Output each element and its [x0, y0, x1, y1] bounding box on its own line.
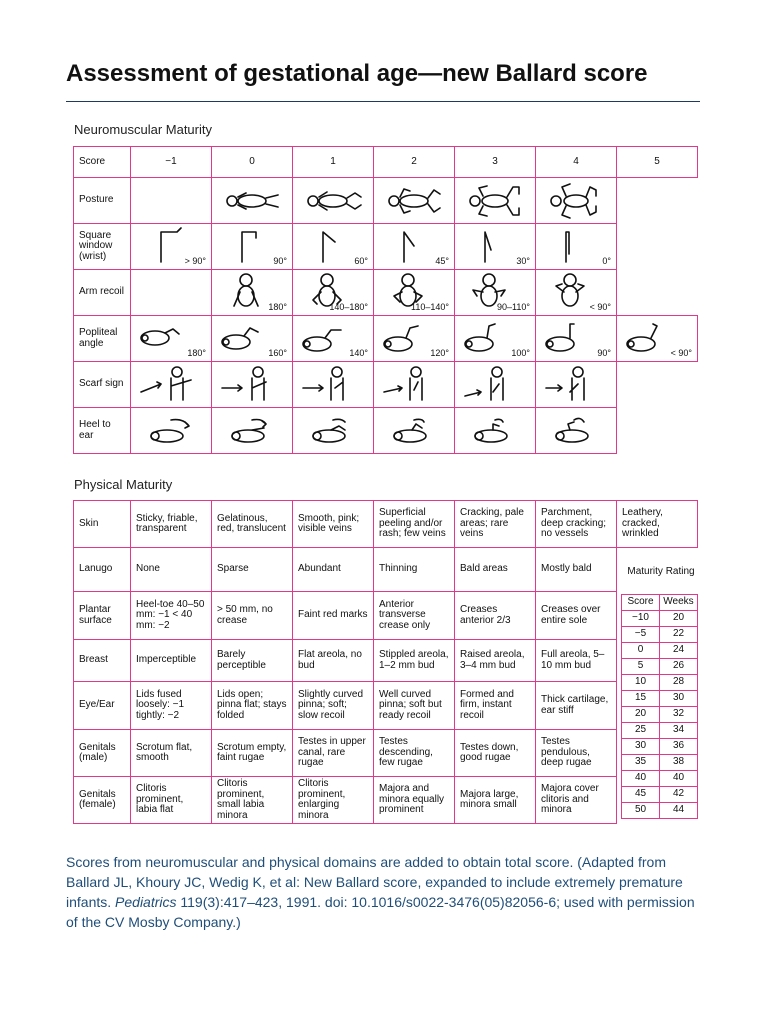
table-cell: Lids open; pinna flat; stays folded — [212, 682, 293, 730]
empty-cell — [617, 362, 698, 408]
angle-label: 90° — [273, 255, 287, 266]
neuromuscular-section-title: Neuromuscular Maturity — [74, 122, 212, 137]
table-cell: Formed and firm, instant recoil — [455, 682, 536, 730]
caption-journal: Pediatrics — [115, 894, 177, 910]
heel-to-ear-cell — [536, 408, 617, 454]
score-cell: 50 — [622, 803, 660, 819]
arm-recoil-cell — [455, 270, 536, 316]
score-cell: 40 — [622, 771, 660, 787]
page-title: Assessment of gestational age—new Ballard score — [66, 60, 648, 87]
table-row — [74, 501, 698, 548]
table-cell: Majora cover clitoris and minora — [536, 777, 617, 824]
popliteal-cell — [455, 316, 536, 362]
popliteal-cell — [293, 316, 374, 362]
arm-recoil-cell — [536, 270, 617, 316]
table-cell: Stippled areola, 1–2 mm bud — [374, 640, 455, 682]
table-row — [622, 675, 698, 691]
square-window-cell — [131, 224, 212, 270]
table-cell: Gelatinous, red, translucent — [212, 501, 293, 548]
table-cell: Well curved pinna; soft but ready recoil — [374, 682, 455, 730]
angle-label: 45° — [435, 255, 449, 266]
score-cell: 45 — [622, 787, 660, 803]
posture-figure-icon — [374, 178, 455, 224]
table-row — [74, 592, 698, 640]
square-window-cell — [374, 224, 455, 270]
heel-to-ear-figure-icon — [293, 408, 374, 454]
posture-figure-icon — [455, 178, 536, 224]
table-cell: Clitoris prominent, small labia minora — [212, 777, 293, 824]
physical-maturity-table — [73, 500, 698, 824]
score-header: 3 — [455, 147, 536, 178]
heel-to-ear-cell — [212, 408, 293, 454]
heel-to-ear-cell — [293, 408, 374, 454]
title-divider — [66, 101, 700, 102]
column-header-weeks: Weeks — [660, 595, 698, 611]
scarf-sign-figure-icon — [536, 362, 617, 408]
scarf-sign-cell — [455, 362, 536, 408]
heel-to-ear-cell — [374, 408, 455, 454]
weeks-cell: 38 — [660, 755, 698, 771]
row-label-arm-recoil: Arm recoil — [74, 270, 131, 316]
table-cell: > 50 mm, no crease — [212, 592, 293, 640]
posture-cell — [212, 178, 293, 224]
posture-cell — [455, 178, 536, 224]
table-row — [622, 691, 698, 707]
score-header: 2 — [374, 147, 455, 178]
weeks-cell: 34 — [660, 723, 698, 739]
table-row — [622, 643, 698, 659]
row-label-scarf-sign: Scarf sign — [74, 362, 131, 408]
table-cell: Clitoris prominent, enlarging minora — [293, 777, 374, 824]
angle-label: 90–110° — [497, 301, 530, 312]
heel-to-ear-figure-icon — [212, 408, 293, 454]
table-row — [622, 739, 698, 755]
scarf-sign-cell — [374, 362, 455, 408]
table-row — [74, 730, 698, 777]
table-cell: Anterior transverse crease only — [374, 592, 455, 640]
table-row — [622, 787, 698, 803]
score-cell: 5 — [622, 659, 660, 675]
table-header-row — [74, 147, 698, 178]
arm-recoil-cell — [293, 270, 374, 316]
empty-cell — [617, 408, 698, 454]
scarf-sign-cell — [536, 362, 617, 408]
square-window-cell — [536, 224, 617, 270]
table-row — [622, 659, 698, 675]
table-header-row — [622, 595, 698, 611]
angle-label: 120° — [430, 347, 449, 358]
table-row — [622, 771, 698, 787]
row-label-genitals-female: Genitals (female) — [74, 777, 131, 824]
weeks-cell: 40 — [660, 771, 698, 787]
arm-recoil-cell — [212, 270, 293, 316]
table-cell: Majora large, minora small — [455, 777, 536, 824]
angle-label: < 90° — [670, 347, 692, 358]
weeks-cell: 32 — [660, 707, 698, 723]
table-cell: Leathery, cracked, wrinkled — [617, 501, 698, 548]
angle-label: < 90° — [589, 301, 611, 312]
posture-figure-icon — [536, 178, 617, 224]
heel-to-ear-cell — [455, 408, 536, 454]
score-cell: 15 — [622, 691, 660, 707]
weeks-cell: 36 — [660, 739, 698, 755]
table-cell: Lids fused loosely: −1 tightly: −2 — [131, 682, 212, 730]
physical-section-title: Physical Maturity — [74, 477, 173, 492]
table-cell: Abundant — [293, 548, 374, 592]
square-window-cell — [293, 224, 374, 270]
weeks-cell: 44 — [660, 803, 698, 819]
row-label-eye-ear: Eye/Ear — [74, 682, 131, 730]
table-cell: Thick cartilage, ear stiff — [536, 682, 617, 730]
table-row — [74, 682, 698, 730]
square-window-cell — [455, 224, 536, 270]
arm-recoil-cell — [374, 270, 455, 316]
scarf-sign-cell — [212, 362, 293, 408]
table-row — [622, 723, 698, 739]
neuromuscular-maturity-table — [73, 146, 698, 454]
table-cell: Slightly curved pinna; soft; slow recoil — [293, 682, 374, 730]
caption-text: Scores from neuromuscular and physical domains are added to obtain total score. (Adapted from Ballard JL, Khoury JC, Wedig K, et al: New Ballard score, expanded to include extremely premature infants. — [66, 854, 683, 910]
table-cell: Mostly bald — [536, 548, 617, 592]
table-row — [622, 707, 698, 723]
table-cell: Raised areola, 3–4 mm bud — [455, 640, 536, 682]
square-window-cell — [212, 224, 293, 270]
table-row — [74, 316, 698, 362]
popliteal-cell — [131, 316, 212, 362]
maturity-rating-heading: Maturity Rating — [627, 566, 695, 577]
score-header: 4 — [536, 147, 617, 178]
angle-label: 160° — [268, 347, 287, 358]
table-row — [622, 803, 698, 819]
row-label-lanugo: Lanugo — [74, 548, 131, 592]
score-cell: −5 — [622, 627, 660, 643]
heel-to-ear-cell — [131, 408, 212, 454]
table-cell: Majora and minora equally prominent — [374, 777, 455, 824]
table-cell: Imperceptible — [131, 640, 212, 682]
score-cell: 35 — [622, 755, 660, 771]
weeks-cell: 28 — [660, 675, 698, 691]
heel-to-ear-figure-icon — [131, 408, 212, 454]
table-row — [74, 777, 698, 824]
empty-cell — [617, 178, 698, 224]
table-row — [74, 362, 698, 408]
weeks-cell: 42 — [660, 787, 698, 803]
row-label-plantar-surface: Plantar surface — [74, 592, 131, 640]
angle-label: 60° — [354, 255, 368, 266]
weeks-cell: 22 — [660, 627, 698, 643]
angle-label: 140–180° — [329, 301, 368, 312]
table-cell: Sticky, friable, transparent — [131, 501, 212, 548]
table-row — [622, 627, 698, 643]
maturity-rating-table — [621, 594, 698, 819]
table-cell: Scrotum empty, faint rugae — [212, 730, 293, 777]
table-cell: Testes pendulous, deep rugae — [536, 730, 617, 777]
table-row — [622, 611, 698, 627]
score-cell: 25 — [622, 723, 660, 739]
scarf-sign-cell — [131, 362, 212, 408]
table-cell: Creases anterior 2/3 — [455, 592, 536, 640]
angle-label: 110–140° — [411, 301, 449, 312]
table-cell: Barely perceptible — [212, 640, 293, 682]
posture-figure-icon — [293, 178, 374, 224]
table-row — [74, 224, 698, 270]
angle-label: 90° — [597, 347, 611, 358]
empty-cell — [617, 270, 698, 316]
scarf-sign-figure-icon — [293, 362, 374, 408]
angle-label: 0° — [602, 255, 611, 266]
table-cell: Heel-toe 40–50 mm: −1 < 40 mm: −2 — [131, 592, 212, 640]
popliteal-cell — [374, 316, 455, 362]
posture-cell — [293, 178, 374, 224]
scarf-sign-cell — [293, 362, 374, 408]
table-cell: Faint red marks — [293, 592, 374, 640]
row-label-square-window: Square window (wrist) — [74, 224, 131, 270]
popliteal-cell — [212, 316, 293, 362]
row-label-skin: Skin — [74, 501, 131, 548]
table-cell: Superficial peeling and/or rash; few veins — [374, 501, 455, 548]
table-row — [622, 755, 698, 771]
score-cell: 10 — [622, 675, 660, 691]
scarf-sign-figure-icon — [455, 362, 536, 408]
angle-label: 100° — [511, 347, 530, 358]
posture-cell — [131, 178, 212, 224]
score-header: 1 — [293, 147, 374, 178]
score-header: −1 — [131, 147, 212, 178]
score-cell: 0 — [622, 643, 660, 659]
angle-label: 30° — [516, 255, 530, 266]
popliteal-cell — [536, 316, 617, 362]
angle-label: 180° — [268, 301, 287, 312]
weeks-cell: 20 — [660, 611, 698, 627]
posture-cell — [374, 178, 455, 224]
score-header: 5 — [617, 147, 698, 178]
score-cell: 30 — [622, 739, 660, 755]
weeks-cell: 24 — [660, 643, 698, 659]
row-label-genitals-male: Genitals (male) — [74, 730, 131, 777]
score-cell: 20 — [622, 707, 660, 723]
table-cell: Creases over entire sole — [536, 592, 617, 640]
scarf-sign-figure-icon — [131, 362, 212, 408]
row-label-popliteal-angle: Popliteal angle — [74, 316, 131, 362]
column-header-score: Score — [622, 595, 660, 611]
heel-to-ear-figure-icon — [374, 408, 455, 454]
table-cell: Bald areas — [455, 548, 536, 592]
table-cell: Cracking, pale areas; rare veins — [455, 501, 536, 548]
table-cell: Testes down, good rugae — [455, 730, 536, 777]
score-cell: −10 — [622, 611, 660, 627]
table-row — [74, 178, 698, 224]
table-cell: Flat areola, no bud — [293, 640, 374, 682]
table-cell: Scrotum flat, smooth — [131, 730, 212, 777]
row-label-posture: Posture — [74, 178, 131, 224]
caption-citation: 119(3):417–423, 1991. doi: 10.1016/s0022-3476(05)82056-6; used with permission of the CV Mosby Company.) — [66, 894, 695, 930]
scarf-sign-figure-icon — [212, 362, 293, 408]
table-cell: Testes in upper canal, rare rugae — [293, 730, 374, 777]
heel-to-ear-figure-icon — [536, 408, 617, 454]
table-cell: Parchment, deep cracking; no vessels — [536, 501, 617, 548]
table-cell: None — [131, 548, 212, 592]
popliteal-cell — [617, 316, 698, 362]
score-header: 0 — [212, 147, 293, 178]
empty-cell — [617, 224, 698, 270]
table-cell: Thinning — [374, 548, 455, 592]
scarf-sign-figure-icon — [374, 362, 455, 408]
table-row — [74, 408, 698, 454]
figure-caption — [66, 852, 706, 932]
angle-label: 180° — [187, 347, 206, 358]
posture-cell — [536, 178, 617, 224]
table-cell: Smooth, pink; visible veins — [293, 501, 374, 548]
weeks-cell: 26 — [660, 659, 698, 675]
table-cell: Clitoris prominent, labia flat — [131, 777, 212, 824]
angle-label: > 90° — [184, 255, 206, 266]
table-row — [74, 270, 698, 316]
header-score-label: Score — [74, 147, 131, 178]
table-cell: Testes descending, few rugae — [374, 730, 455, 777]
table-row — [74, 640, 698, 682]
table-cell: Full areola, 5–10 mm bud — [536, 640, 617, 682]
heel-to-ear-figure-icon — [455, 408, 536, 454]
row-label-heel-to-ear: Heel to ear — [74, 408, 131, 454]
table-cell: Sparse — [212, 548, 293, 592]
arm-recoil-cell — [131, 270, 212, 316]
angle-label: 140° — [349, 347, 368, 358]
weeks-cell: 30 — [660, 691, 698, 707]
table-row — [74, 548, 698, 592]
row-label-breast: Breast — [74, 640, 131, 682]
posture-figure-icon — [212, 178, 293, 224]
